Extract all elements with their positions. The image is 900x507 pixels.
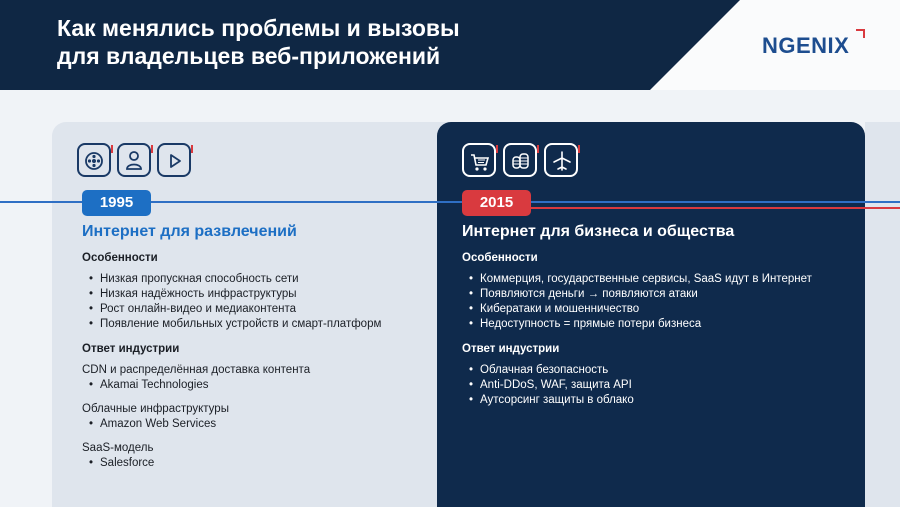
list-item: • Кибератаки и мошенничество (462, 302, 857, 317)
list-item: • Рост онлайн-видео и медиаконтента (82, 302, 442, 317)
column-1995 (82, 222, 442, 480)
list-item: • Низкая надёжность инфраструктуры (82, 287, 442, 302)
column-2015 (462, 222, 857, 408)
timeline-line-red (500, 207, 900, 209)
era-heading-1995: Интернет для развлечений (82, 223, 297, 240)
list-item: • Akamai Technologies (82, 378, 442, 393)
features-title-1995: Особенности (82, 252, 158, 264)
list-item: • Amazon Web Services (82, 417, 442, 432)
title-line-1: Как менялись проблемы и вызовы (57, 15, 460, 41)
response-title-2015: Ответ индустрии (462, 343, 560, 355)
group-label: Облачные инфраструктуры (82, 403, 229, 415)
features-list-2015 (462, 272, 857, 332)
features-title-2015: Особенности (462, 252, 538, 264)
list-item: • Anti-DDoS, WAF, защита API (462, 378, 857, 393)
header (0, 0, 900, 90)
list-item: • Salesforce (82, 456, 442, 471)
group-label: SaaS-модель (82, 442, 154, 454)
film-reel-icon (77, 143, 111, 177)
panel-next-edge (865, 122, 900, 507)
coins-icon (503, 143, 537, 177)
list-item: • Аутсорсинг защиты в облако (462, 393, 857, 408)
list-item: • Появляются деньги → появляются атаки (462, 287, 857, 302)
group-label: CDN и распределённая доставка контента (82, 364, 311, 376)
response-group-cdn (82, 363, 442, 393)
ngenix-logo: NGENIX (762, 33, 850, 58)
logo-corner-mark (856, 29, 865, 38)
list-item: • Появление мобильных устройств и смарт-платформ (82, 317, 442, 332)
airplane-icon (544, 143, 578, 177)
responses-list-2015 (462, 363, 857, 408)
response-group-cloud (82, 402, 442, 432)
page-title (57, 14, 617, 70)
shopping-cart-icon (462, 143, 496, 177)
list-item: • Недоступность = прямые потери бизнеса (462, 317, 857, 332)
response-group-saas (82, 441, 442, 471)
play-icon (157, 143, 191, 177)
era-heading-2015: Интернет для бизнеса и общества (462, 223, 735, 240)
list-item: • Низкая пропускная способность сети (82, 272, 442, 287)
list-item: • Коммерция, государственные сервисы, SaaS идут в Интернет (462, 272, 857, 287)
list-item: • Облачная безопасность (462, 363, 857, 378)
title-line-2: для владельцев веб-приложений (57, 43, 441, 69)
features-list-1995 (82, 272, 442, 332)
user-icon (117, 143, 151, 177)
year-badge-2015: 2015 (462, 190, 531, 216)
year-badge-1995: 1995 (82, 190, 151, 216)
response-title-1995: Ответ индустрии (82, 343, 180, 355)
